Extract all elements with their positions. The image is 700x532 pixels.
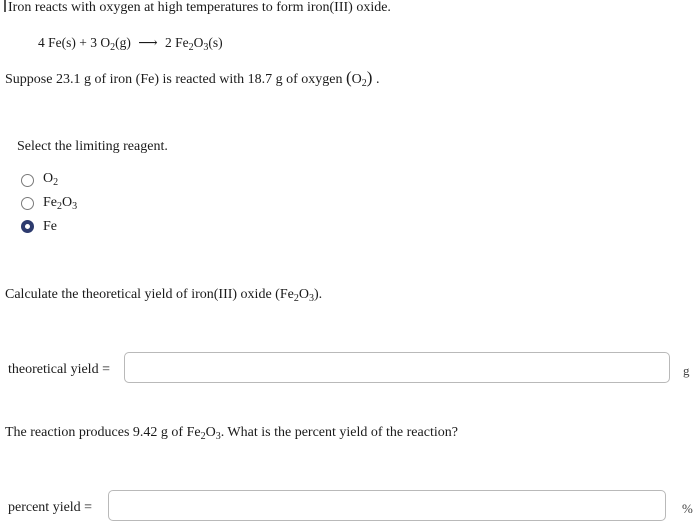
- radio-fe2o3[interactable]: [21, 197, 34, 210]
- radio-fe[interactable]: [21, 220, 34, 233]
- percent-yield-input[interactable]: [108, 490, 666, 521]
- suppose-text: Suppose 23.1 g of iron (Fe) is reacted with 18.7 g of oxygen $(O_2)$ .: [5, 68, 380, 89]
- intro-bullet: [4, 0, 6, 12]
- percent-yield-unit: %: [682, 501, 693, 516]
- theoretical-yield-unit: g: [683, 363, 690, 378]
- theoretical-yield-label: theoretical yield =: [8, 362, 110, 377]
- limiting-reagent-prompt: Select the limiting reagent.: [17, 139, 168, 154]
- intro-text: Iron reacts with oxygen at high temperatures to form iron(III) oxide.: [4, 0, 391, 16]
- option-o2-label[interactable]: $O_2$: [43, 171, 59, 188]
- option-fe2o3-label[interactable]: $Fe_2O_3$: [43, 195, 78, 212]
- option-fe-label[interactable]: Fe: [43, 219, 57, 234]
- theoretical-yield-prompt: Calculate the theoretical yield of iron(III) oxide $(Fe_2O_3)$.: [5, 287, 323, 304]
- percent-yield-label: percent yield =: [8, 500, 93, 515]
- radio-o2[interactable]: [21, 174, 34, 187]
- chemical-equation: 4 Fe(s) + 3 $O_2(g)$ ⟶ 2 $Fe_2O_3(s)$: [38, 35, 223, 53]
- theoretical-yield-input[interactable]: [124, 352, 670, 383]
- percent-yield-prompt: The reaction produces 9.42 g of $Fe_2O_3$. What is the percent yield of the reaction?: [5, 425, 458, 442]
- reaction-arrow-icon: ⟶: [138, 35, 158, 50]
